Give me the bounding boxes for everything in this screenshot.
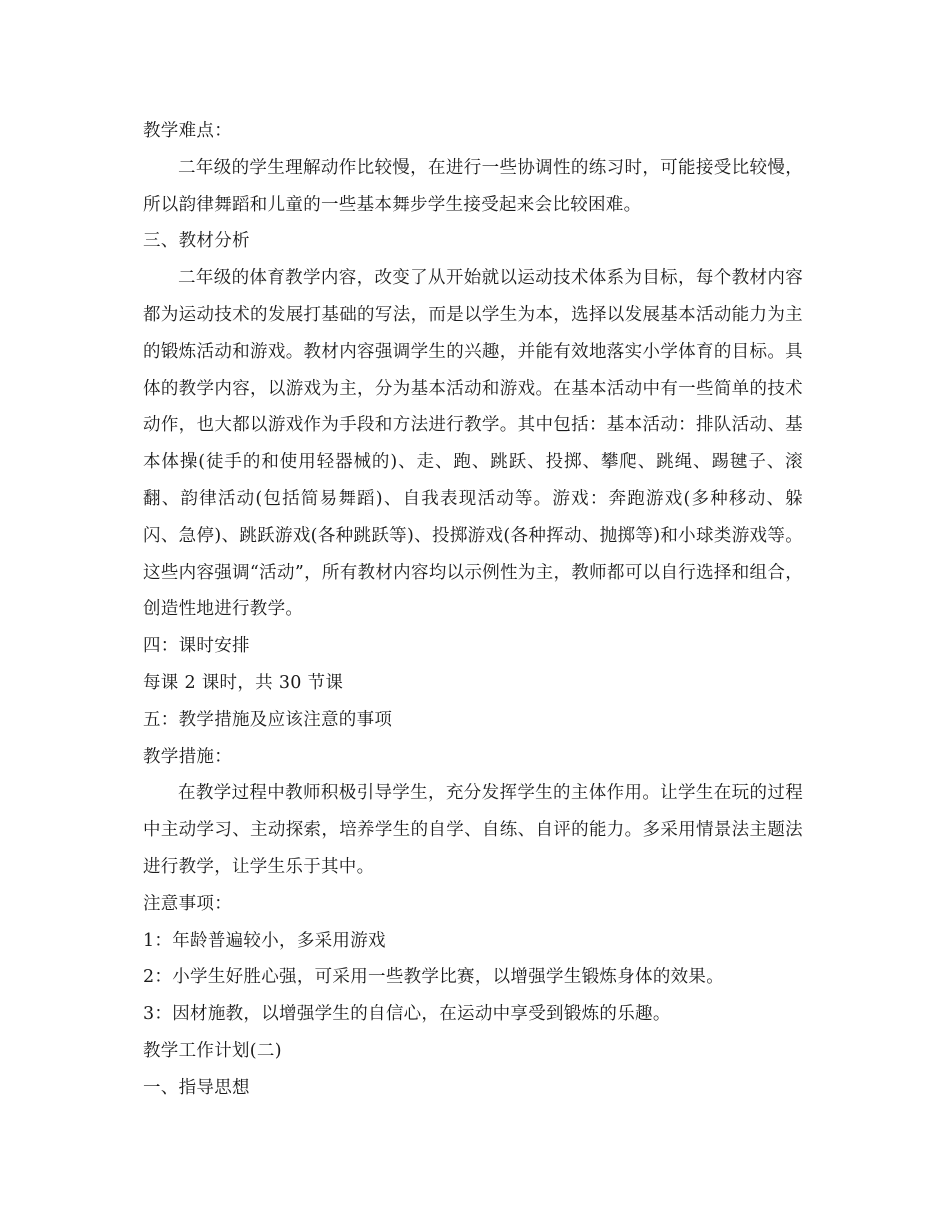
section-label-teaching-difficulties: 教学难点：	[143, 121, 232, 141]
note-item: 3：因材施教，以增强学生的自信心，在运动中享受到锻炼的乐趣。	[143, 1004, 671, 1025]
plan-title: 教学工作计划(二)	[143, 1040, 282, 1061]
section-label-notes: 注意事项：	[143, 893, 232, 914]
note-item: 2：小学生好胜心强，可采用一些教学比赛，以增强学生锻炼身体的效果。	[143, 967, 725, 988]
section-heading-teaching-measures: 五：教学措施及应该注意的事项	[143, 709, 393, 730]
section-label-measures: 教学措施：	[143, 746, 232, 767]
body-paragraph: 在教学过程中教师积极引导学生，充分发挥学生的主体作用。让学生在玩的过程中主动学习、主动探索，培养学生的自学、自练、自评的能力。多采用情景法主题法进行教学，让学生乐于其中。	[143, 783, 803, 877]
note-item: 1：年龄普遍较小，多采用游戏	[143, 930, 386, 951]
section-heading-class-schedule: 四：课时安排	[143, 636, 250, 657]
section-heading-material-analysis: 三、教材分析	[143, 231, 250, 252]
schedule-line: 每课 2 课时，共 30 节课	[143, 672, 344, 693]
document-body	[143, 113, 803, 1107]
section-heading-guiding-ideology: 一、指导思想	[143, 1077, 250, 1098]
body-paragraph: 二年级的学生理解动作比较慢，在进行一些协调性的练习时，可能接受比较慢，所以韵律舞蹈和儿童的一些基本舞步学生接受起来会比较困难。	[143, 157, 803, 215]
body-paragraph: 二年级的体育教学内容，改变了从开始就以运动技术体系为目标，每个教材内容都为运动技术的发展打基础的写法，而是以学生为本，选择以发展基本活动能力为主的锻炼活动和游戏。教材内容强调学生的兴趣，并能有效地落实小学体育的目标。具体的教学内容，以游戏为主，分为基本活动和游戏。在基本活动中有一些简单的技术动作，也大都以游戏作为手段和方法进行教学。其中包括：基本活动：排队活动、基本体操(徒手的和使用轻器械的)、走、跑、跳跃、投掷、攀爬、跳绳、踢毽子、滚翻、韵律活动(包括简易舞蹈)、自我表现活动等。游戏：奔跑游戏(多种移动、躲闪、急停)、跳跃游戏(各种跳跃等)、投掷游戏(各种挥动、抛掷等)和小球类游戏等。这些内容强调“活动”，所有教材内容均以示例性为主，教师都可以自行选择和组合，创造性地进行教学。	[143, 268, 803, 620]
